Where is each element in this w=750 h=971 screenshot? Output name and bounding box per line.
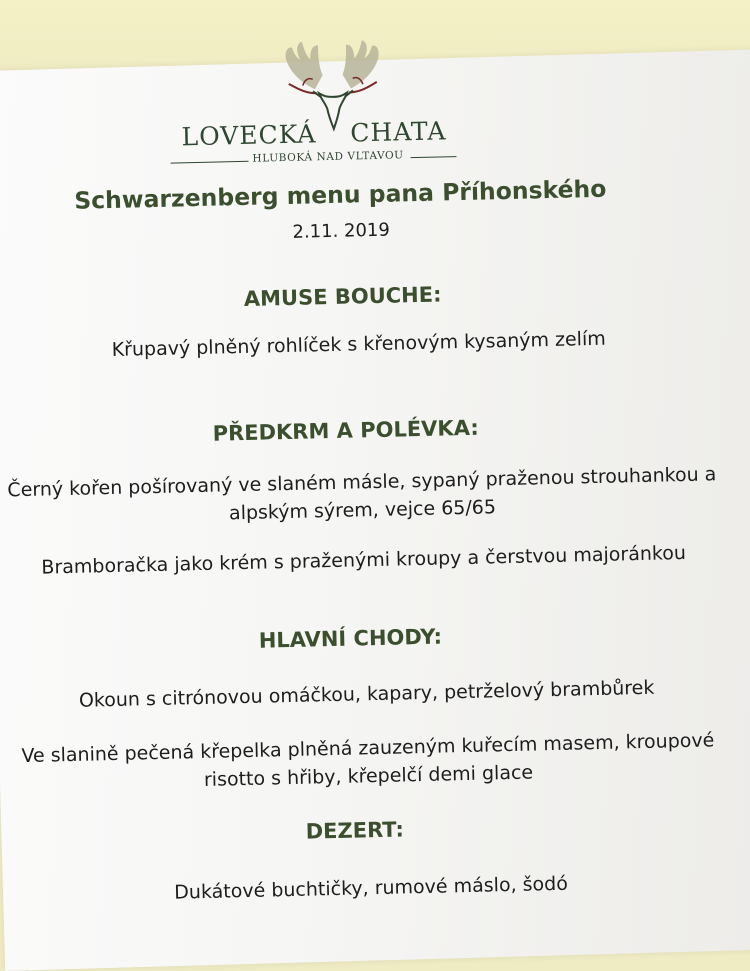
restaurant-location: HLUBOKÁ NAD VLTAVOU — [252, 149, 404, 165]
section-heading-main-courses: HLAVNÍ CHODY: — [258, 624, 443, 653]
logo-rule-right — [410, 156, 456, 158]
restaurant-name-left: LOVECKÁ — [181, 119, 317, 152]
menu-item: Bramboračka jako krém s praženými kroupy a čerstvou majoránkou — [41, 541, 687, 579]
restaurant-name-right: CHATA — [350, 116, 447, 148]
menu-date: 2.11. 2019 — [292, 219, 391, 243]
menu-item: Křupavý plněný rohlíček s křenovým kysaným zelím — [111, 327, 606, 361]
logo-rule-left — [171, 161, 249, 164]
section-heading-dessert: DEZERT: — [305, 817, 405, 844]
restaurant-location-row — [164, 148, 464, 171]
menu-item: risotto s hřiby, křepelčí demi glace — [203, 761, 534, 791]
menu-item: Černý kořen pošírovaný ve slaném másle, sypaný praženou strouhankou a — [7, 463, 717, 502]
restaurant-name — [164, 116, 465, 152]
menu-item: Okoun s citrónovou omáčkou, kapary, petrželový brambůrek — [78, 676, 655, 712]
menu-item: Ve slanině pečená křepelka plněná zauzeným kuřecím masem, kroupové — [21, 729, 715, 768]
section-heading-amuse-bouche: AMUSE BOUCHE: — [243, 282, 442, 311]
section-heading-starter-soup: PŘEDKRM A POLÉVKA: — [212, 415, 479, 446]
menu-title: Schwarzenberg menu pana Příhonského — [73, 174, 607, 215]
menu-item: alpským sýrem, vejce 65/65 — [228, 496, 497, 525]
restaurant-logo — [162, 34, 465, 171]
menu-item: Dukátové buchtičky, rumové máslo, šodó — [174, 872, 569, 904]
